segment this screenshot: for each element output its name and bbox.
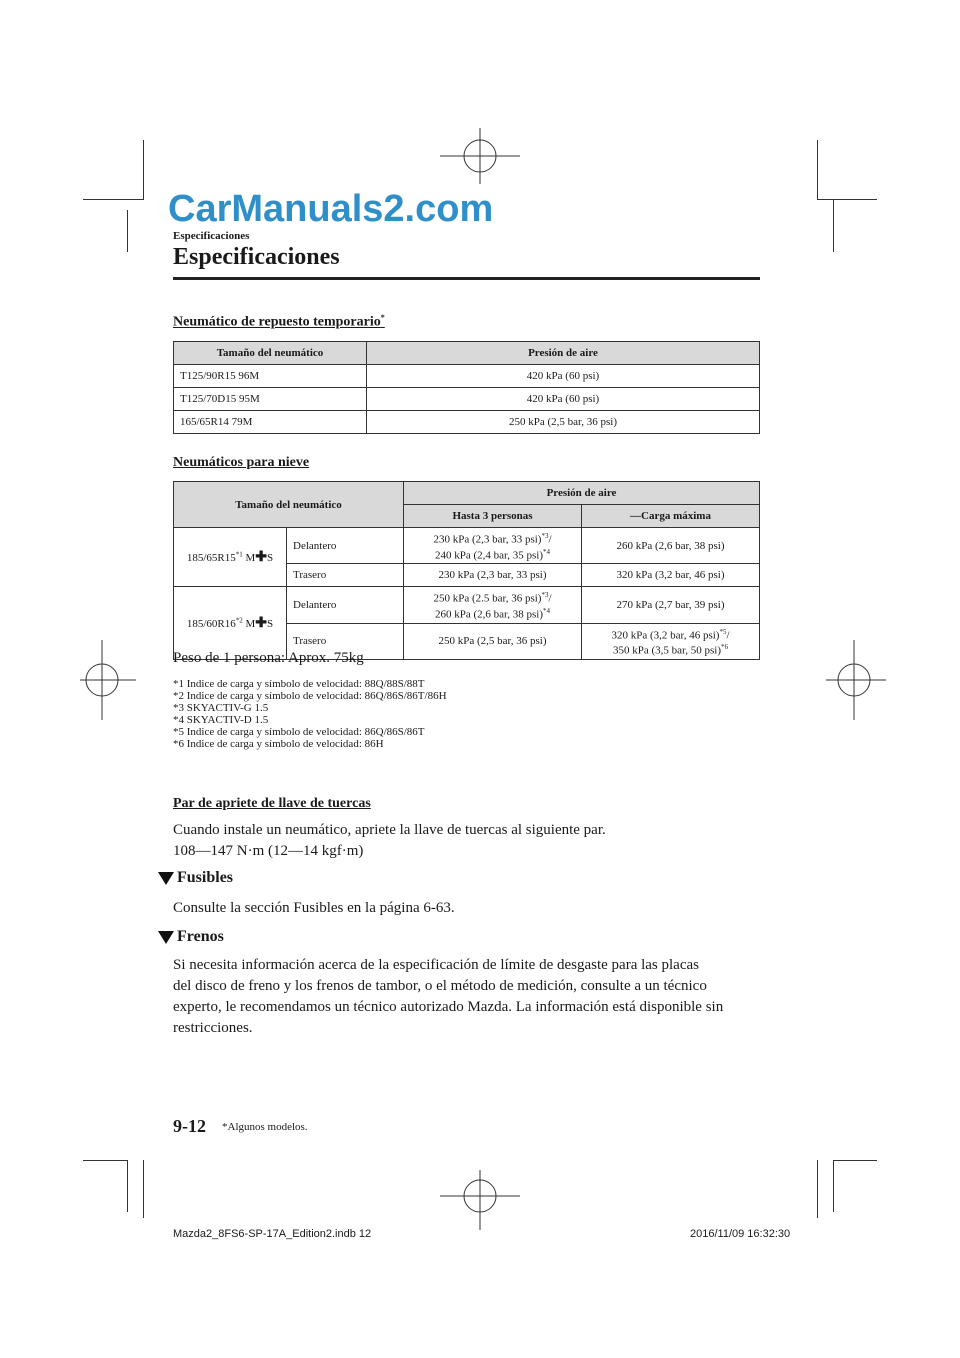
table-row: 165/65R14 79M 250 kPa (2,5 bar, 36 psi) <box>174 411 760 434</box>
col-size-header: Tamaño del neumático <box>174 342 367 365</box>
col-up3-header: Hasta 3 personas <box>404 505 582 528</box>
table-row: Trasero 230 kPa (2,3 bar, 33 psi) 320 kPa (3,2 bar, 46 psi) <box>174 564 760 587</box>
page-number: 9-12 <box>173 1116 206 1136</box>
footer-file: Mazda2_8FS6-SP-17A_Edition2.indb 12 <box>173 1228 372 1240</box>
footnote: *3 SKYACTIV-G 1.5 <box>173 702 269 714</box>
torque-text: Cuando instale un neumático, apriete la llave de tuercas al siguiente par. 108—147 N·m (12—14 kgf·m) <box>173 822 606 859</box>
registration-mark-icon <box>80 640 136 720</box>
footnotes <box>173 678 447 750</box>
snow-tire-table <box>173 481 760 660</box>
page-note: *Algunos modelos. <box>222 1121 308 1133</box>
brakes-heading: Frenos <box>158 928 224 946</box>
col-pressure-header: Presión de aire <box>404 482 760 505</box>
table-row: 185/60R16$^{*2}$ M✚S Delantero 250 kPa (2.5 bar, 36 psi)$^{*3}$/ 260 kPa (2,6 bar, 38 psi)$^{*4}$ 270 kPa (2,7 bar, 39 psi) <box>174 587 760 623</box>
snow-tire-section <box>173 455 309 471</box>
footnote: *4 SKYACTIV-D 1.5 <box>173 714 269 726</box>
col-max-header: —Carga máxima <box>582 505 760 528</box>
person-weight: Peso de 1 persona: Aprox. 75kg <box>173 650 364 666</box>
plus-icon: ✚ <box>255 615 268 631</box>
registration-mark-icon <box>440 128 520 184</box>
snow-tire-heading: Neumáticos para nieve <box>173 455 310 470</box>
footnote: *5 Indice de carga y símbolo de velocidad: 86Q/86S/86T <box>173 726 425 738</box>
footnote: *2 Indice de carga y símbolo de velocidad: 86Q/86S/86T/86H <box>173 690 447 702</box>
registration-mark-icon <box>440 1170 520 1230</box>
registration-mark-icon <box>826 640 886 720</box>
footer-date: 2016/11/09 16:32:30 <box>690 1228 791 1240</box>
title-rule <box>173 277 760 280</box>
plus-icon: ✚ <box>255 549 268 565</box>
breadcrumb: Especificaciones <box>173 230 250 242</box>
footnote: *6 Indice de carga y símbolo de velocidad: 86H <box>173 738 384 750</box>
spare-tire-table <box>173 341 760 434</box>
table-row: T125/90R15 96M 420 kPa (60 psi) <box>174 365 760 388</box>
tire2-size: 185/60R16$^{*2}$ M✚S <box>174 587 287 660</box>
triangle-down-icon <box>158 872 174 885</box>
table-row: Trasero 250 kPa (2,5 bar, 36 psi) 320 kPa (3,2 bar, 46 psi)$^{*5}$/ 350 kPa (3,5 bar, 50 psi)$^{*6}$ <box>174 623 760 659</box>
triangle-down-icon <box>158 931 174 944</box>
spare-tire-heading: Neumático de repuesto temporario* <box>173 313 385 330</box>
fuses-text: Consulte la sección Fusibles en la página 6-63. <box>173 900 455 916</box>
table-row: 185/65R15$^{*1}$ M✚S Delantero 230 kPa (2,3 bar, 33 psi)$^{*3}$/ 240 kPa (2,4 bar, 35 psi)$^{*4}$ 260 kPa (2,6 bar, 38 psi) <box>174 528 760 564</box>
torque-heading: Par de apriete de llave de tuercas <box>173 796 371 811</box>
col-pressure-header: Presión de aire <box>367 342 760 365</box>
table-row: T125/70D15 95M 420 kPa (60 psi) <box>174 388 760 411</box>
torque-section <box>173 796 371 812</box>
spare-tire-section <box>173 313 385 331</box>
fuses-heading: Fusibles <box>158 869 233 887</box>
tire1-size: 185/65R15$^{*1}$ M✚S <box>174 528 287 587</box>
footnote: *1 Indice de carga y símbolo de velocidad: 88Q/88S/88T <box>173 678 425 690</box>
brakes-text: Si necesita información acerca de la especificación de límite de desgaste para las placas del disco de freno y los frenos de tambor, o el método de medición, consulte a un técnico experto, le recomendamos un técnico autorizado Mazda. La información está disponible sin restricciones. <box>173 957 724 1036</box>
watermark: CarManuals2.com <box>168 188 494 230</box>
col-size-header: Tamaño del neumático <box>174 482 404 528</box>
page-title: Especificaciones <box>173 244 340 270</box>
